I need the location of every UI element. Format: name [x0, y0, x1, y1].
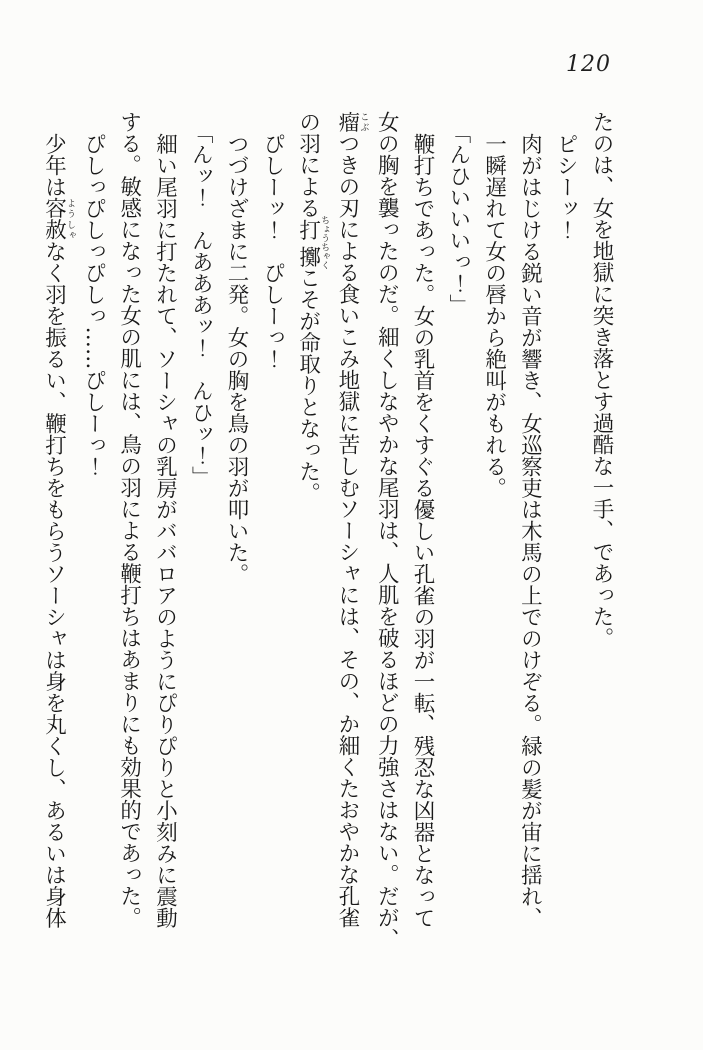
text-line: 少年は容赦ようしゃなく羽を振るい、鞭打ちをもらうソーシャは身を丸くし、あるいは身体: [41, 132, 76, 928]
text-line: つづけざまに二発。女の胸を鳥の羽が叩いた。: [224, 132, 250, 584]
text-line: 鞭打ちであった。女の乳首をくすぐる優しい孔雀の羽が一転、残忍な凶器となって: [410, 132, 436, 928]
furigana: ちょうちゃく: [319, 215, 330, 270]
text-line: たのは、女を地獄に突き落とす過酷な一手、であった。: [589, 111, 614, 649]
text-block: [36, 111, 619, 969]
text-line: 女の胸を襲ったのだ。細くしなやかな尾羽は、人肌を破るほどの力強さはない。だが、: [374, 111, 400, 950]
text-line: ピシーッ！: [553, 132, 579, 240]
furigana: ようしゃ: [65, 197, 76, 240]
text-line: 「んひいいいっ！」: [445, 121, 471, 316]
text-line: 一瞬遅れて女の唇から絶叫がもれる。: [481, 132, 507, 498]
furigana: こぶ: [358, 111, 369, 133]
ruby-annotated-word: 打擲ちょうちゃく: [295, 215, 330, 270]
ruby-annotated-word: 容赦ようしゃ: [41, 197, 76, 240]
text-line: ぴしっぴしっぴしっ……ぴしーっ！: [80, 132, 106, 477]
text-line: ぴしーッ！ ぴしーっ！: [259, 132, 285, 369]
text-line: 瘤こぶつきの刃による食いこみ地獄に苦しむソーシャには、その、か細くたおやかな孔雀: [334, 111, 369, 928]
ruby-annotated-word: 瘤こぶ: [334, 111, 369, 133]
text-line: の羽による打擲ちょうちゃくこそが命取りとなった。: [295, 111, 330, 504]
text-line: 細い尾羽に打たれて、ソーシャの乳房がババロアのようにぴりぴりと小刻みに震動: [152, 132, 178, 928]
page-number: 120: [566, 52, 611, 77]
text-line: 「んッ！ んあああッ！ んひッ！」: [188, 121, 214, 488]
text-line: する。敏感になった女の肌には、鳥の羽による鞭打ちはあまりにも効果的であった。: [116, 111, 142, 928]
text-line: 肉がはじける鋭い音が響き、女巡察吏は木馬の上でのけぞる。緑の髪が宙に揺れ、: [517, 132, 543, 928]
